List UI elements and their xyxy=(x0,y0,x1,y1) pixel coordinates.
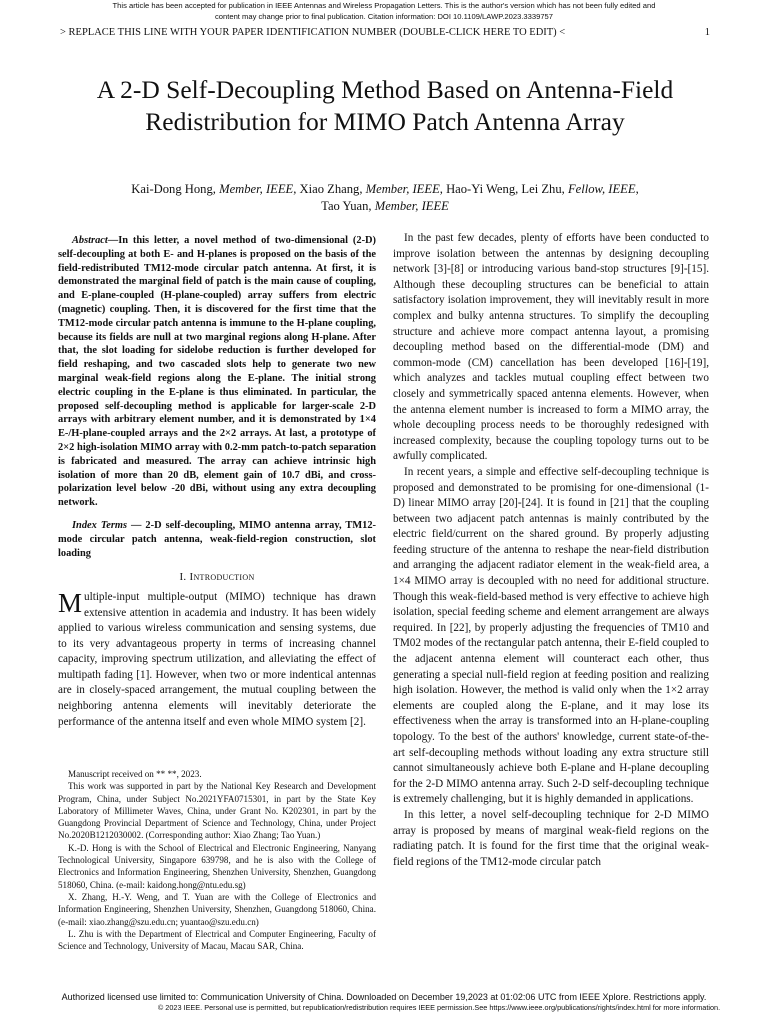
abstract xyxy=(58,234,376,510)
section-title: Introduction xyxy=(189,571,255,584)
author-separator: , xyxy=(635,182,639,196)
publication-notice xyxy=(0,0,768,22)
body-paragraph: In this letter, a novel self-decoupling technique for 2-D MIMO array is proposed by means of marginal weak-field regions on the radiating patch. It is found for the first time that the original weak-field regions of the TM12-mode circular patch xyxy=(393,808,709,868)
right-column xyxy=(393,231,709,870)
author-name: Kai-Dong Hong, xyxy=(131,182,220,196)
footnote: Manuscript received on ** **, 2023. xyxy=(68,769,202,779)
author-list xyxy=(60,181,710,215)
footnote: K.-D. Hong is with the School of Electrical and Electronic Engineering, Nanyang Technological University, Singapore 639798, and he is also with the College of Electronics and Information Engineering, Shenzhen University, Shenzhen, Guangdong 518060, China. (e-mail: kaidong.hong@ntu.edu.sg) xyxy=(58,842,376,890)
body-paragraph: In the past few decades, plenty of efforts have been conducted to improve isolation between the antennas by designing decoupling network [3]-[8] or introducing various band-stop structures [9]-[15]. Although these decoupling structures can be beneficial to attain satisfactory isolation improvement, they will inevitably result in more complex and bulky antenna structures. To simplify the decoupling structure and achieve more compact antenna layout, a promising decoupling method based on the differential-mode (DM) and common-mode (CM) cancellation has been developed [16]-[19], which analyzes and tackles mutual coupling effect between two closely and symmetrically spaced antenna elements. However, when the antenna element number is increased to form a MIMO array, the whole decoupling process needs to be thoroughly redesigned with increased complexity, because the coupling topology turns out to be awfully complicated. xyxy=(393,232,709,463)
footnote: This work was supported in part by the National Key Research and Development Program, China, under Subject No.2021YFA0715301, in part by the State Key Laboratory of Millimeter Waves, China, under Grant No. K202301, in part by the Guangdong Provincial Department of Science and Technology, China, under Project No.2020B1212030002. (Corresponding author: Xiao Zhang; Tao Yuan.) xyxy=(58,781,376,841)
license-line-1: Authorized licensed use limited to: Communication University of China. Downloaded on December 19,2023 at 01:02:06 UTC from IEEE Xplore. Restrictions apply. xyxy=(61,992,707,1002)
body-paragraph: In recent years, a simple and effective self-decoupling technique is proposed and demonstrated to be promising for one-dimensional (1-D) linear MIMO array [20]-[24]. It is found in [21] that the coupling between two adjacent patch antennas is mainly contributed by the electric field/current on the shared ground. By properly adjusting feeding structure of the antenna to reshape the near-field distribution and arranging the adjacent radiator element in the weak-field area, a 1×4 MIMO array is decoupled with no need for additional structure. Though this weak-field-based method is very effective to achieve high isolation, special feeding scheme and element arrangement are always required. In [22], by properly adjusting the frequencies of TM10 and TM02 modes of the rectangular patch antenna, their E-field coupled to the adjacent antenna element will counteract each other, thus generating a special null-field region at feeding position and realizing high isolation. However, the method is valid only when the 1×2 array elements are coupled along the E-plane, and it may lose its effectiveness when the array is transformed into an H-plane-coupling topology. To the best of the authors' knowledge, current state-of-the-art self-decoupling methods without loading any extra structure still cannot simultaneously achieve both E-plane and H-plane decoupling for the 2-D MIMO antenna array. Such 2-D self-decoupling technique is extremely challenging, but it is highly demanded in applications. xyxy=(393,465,709,806)
section-heading-introduction xyxy=(58,570,376,586)
left-column xyxy=(58,234,376,730)
author-line-1 xyxy=(60,181,710,198)
author-membership: Fellow, IEEE xyxy=(567,182,636,196)
page-number: 1 xyxy=(704,27,710,38)
abstract-text: —In this letter, a novel method of two-dimensional (2-D) self-decoupling at both E- and H-planes is proposed on the basis of the field-redistributed TM12-mode circular patch antenna. At first, it is demonstrated the marginal field of patch is the main cause of coupling, and E-plane-coupled (H-plane-coupled) array suffers from electric (magnetic) coupling. Then, it is discovered for the first time that the TM12-mode circular patch antenna is immune to the H-plane coupling, because its fields are null at two marginal regions along H-plane. After that, the slot loading for sidelobe reduction is further developed for field reshaping, and two cascaded slots help to generate two new marginal weak-field regions along the E-plane. The initial strong electric coupling in the E-plane is thus eliminated. In particular, the proposed self-decoupling method is applicable for larger-scale 2-D arrays with arbitrary element number, and it is demonstrated by 1×4 E-/H-plane-coupled arrays and the 2×2 arrays. At last, a prototype of 2×2 high-isolation MIMO array with 0.2-mm patch-to-patch separation is fabricated and measured. The array can achieve intrinsic high isolation of more than 20 dB, element gain of 10.7 dBi, and cross-polarization level below -20 dBi, without using any extra decoupling network. xyxy=(58,235,376,509)
intro-text: ultiple-input multiple-output (MIMO) technique has drawn extensive attention in academia and industry. It has been widely applied to various wireless communication and sensing systems, due to its very advantageous property in terms of increasing channel capacity, improving spectrum utilization, and alleviating the effect of multipath fading [1]. However, when two or more indentical antennas are in closely-spaced arrangement, the mutual coupling between the neighboring antenna elements will inevitably deteriorate the performance of the antenna itself and even whole MIMO system [2]. xyxy=(58,590,376,728)
intro-paragraph xyxy=(58,587,376,730)
author-membership: Member, IEEE xyxy=(374,199,449,213)
license-line-2: © 2023 IEEE. Personal use is permitted, but republication/redistribution requires IEEE permission.See https://www.ieee.org/publications/rights/index.html for more information. xyxy=(157,1003,721,1012)
author-membership: Member, IEEE xyxy=(219,182,294,196)
drop-cap: M xyxy=(58,587,83,618)
author-line-2 xyxy=(60,198,710,215)
abstract-label: Abstract xyxy=(72,235,108,246)
footnotes xyxy=(58,768,376,952)
notice-line-2: content may change prior to final publication. Citation information: DOI 10.1109/LAWP.2023.3339757 xyxy=(215,12,553,21)
index-terms xyxy=(58,519,376,560)
notice-line-1: This article has been accepted for publication in IEEE Antennas and Wireless Propagation Letters. This is the author's version which has not been fully edited and xyxy=(112,1,656,10)
license-notice xyxy=(0,992,768,1013)
author-name: , Xiao Zhang, xyxy=(293,182,366,196)
section-numeral: I. xyxy=(179,571,187,584)
index-terms-text: — 2-D self-decoupling, MIMO antenna array, TM12-mode circular patch antenna, weak-field-region construction, slot loading xyxy=(58,519,376,559)
index-terms-label: Index Terms xyxy=(72,519,128,531)
footnote: L. Zhu is with the Department of Electrical and Computer Engineering, Faculty of Science and Technology, University of Macau, Macau SAR, China. xyxy=(58,928,376,952)
author-name: Tao Yuan, xyxy=(321,199,375,213)
author-membership: Member, IEEE xyxy=(365,182,440,196)
footnote: X. Zhang, H.-Y. Weng, and T. Yuan are with the College of Electronics and Information Engineering, Shenzhen University, Shenzhen, Guangdong 518060, China. (e-mail: xiao.zhang@szu.edu.cn; yuantao@szu.edu.cn) xyxy=(58,891,376,927)
running-header xyxy=(60,27,710,38)
paper-title: A 2-D Self-Decoupling Method Based on Antenna-Field Redistribution for MIMO Patch Antenna Array xyxy=(96,75,674,136)
author-name: , Hao-Yi Weng, Lei Zhu, xyxy=(439,182,568,196)
paper-id-placeholder[interactable]: > REPLACE THIS LINE WITH YOUR PAPER IDENTIFICATION NUMBER (DOUBLE-CLICK HERE TO EDIT) < xyxy=(60,27,566,38)
